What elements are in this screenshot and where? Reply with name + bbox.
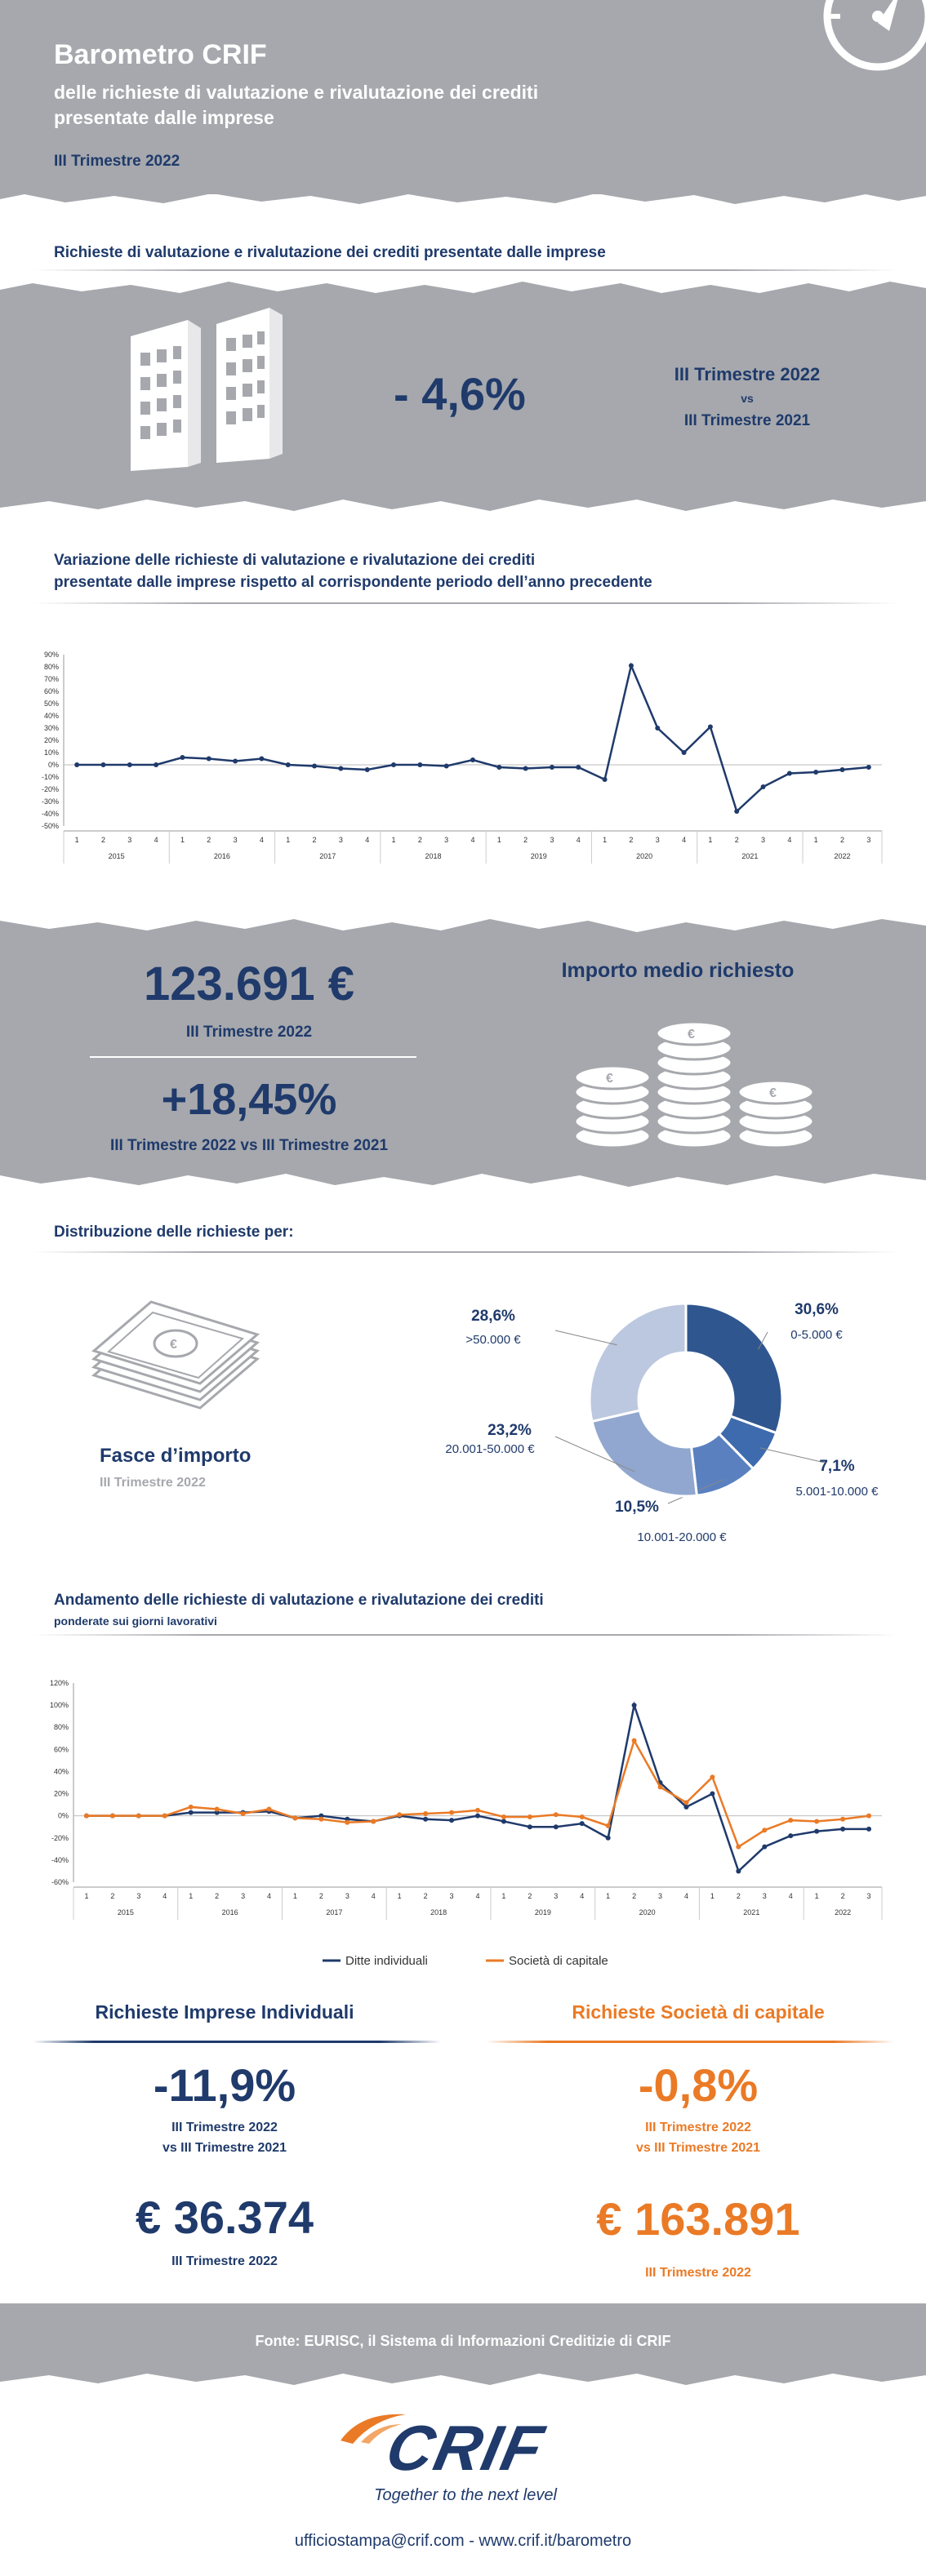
section4-title: Distribuzione delle richieste per:	[54, 1224, 294, 1241]
y-tick-label: 60%	[43, 687, 59, 695]
data-point	[449, 1810, 454, 1815]
contact-links[interactable]: ufficiostampa@crif.com - www.crif.it/barometro	[294, 2532, 632, 2550]
data-point	[683, 1800, 688, 1805]
year-label: 2017	[319, 852, 336, 860]
data-point	[866, 1827, 871, 1832]
year-label: 2021	[743, 1908, 760, 1916]
section5-subtitle: ponderate sui giorni lavorativi	[54, 1614, 217, 1628]
data-point	[762, 1845, 767, 1850]
x-tick-label: 4	[682, 836, 687, 844]
data-point	[761, 784, 766, 789]
data-point	[449, 1818, 454, 1823]
avg-amount-period: III Trimestre 2022	[185, 1024, 313, 1041]
fasce-label: Fasce d’importo	[100, 1445, 252, 1467]
banknotes-icon	[86, 1298, 265, 1420]
year-label: 2015	[108, 852, 125, 860]
x-tick-label: 2	[840, 1892, 845, 1900]
y-tick-label: 80%	[53, 1723, 69, 1732]
x-tick-label: 2	[423, 1892, 428, 1900]
x-tick-label: 1	[292, 1892, 297, 1900]
individual-change-value: -11,9%	[153, 2059, 296, 2111]
data-point	[496, 765, 501, 770]
svg-text:€: €	[769, 1086, 777, 1100]
x-tick-label: 1	[603, 836, 608, 844]
x-tick-label: 2	[100, 836, 105, 844]
slice-percent-label: 30,6%	[795, 1301, 839, 1318]
data-point	[286, 762, 291, 767]
data-point	[501, 1819, 506, 1823]
data-point	[371, 1819, 376, 1823]
company-period1: III Trimestre 2022	[645, 2121, 751, 2134]
data-point	[233, 759, 238, 764]
slice-category-label: 20.001-50.000 €	[445, 1442, 535, 1456]
x-tick-label: 3	[241, 1892, 246, 1900]
data-point	[682, 750, 687, 755]
data-point	[100, 762, 105, 767]
data-point	[84, 1814, 89, 1819]
year-label: 2019	[530, 852, 547, 860]
x-tick-label: 3	[127, 836, 132, 844]
x-tick-label: 4	[470, 836, 475, 844]
data-point	[580, 1821, 585, 1826]
x-tick-label: 2	[528, 1892, 532, 1900]
data-point	[215, 1807, 220, 1812]
individual-title: Richieste Imprese Individuali	[95, 2001, 354, 2023]
avg-amount-change: +18,45%	[161, 1075, 337, 1124]
x-tick-label: 3	[233, 836, 238, 844]
data-point	[606, 1836, 611, 1841]
data-point	[292, 1815, 297, 1820]
y-tick-label: 10%	[43, 748, 59, 757]
x-tick-label: 1	[180, 836, 185, 844]
year-label: 2022	[835, 1908, 852, 1916]
avg-amount-label: Importo medio richiesto	[561, 959, 795, 982]
data-point	[501, 1814, 506, 1819]
data-point	[241, 1811, 246, 1816]
variation-line-chart	[33, 630, 898, 883]
individual-amount-period: III Trimestre 2022	[171, 2254, 278, 2268]
data-point	[840, 1827, 845, 1832]
svg-text:€: €	[606, 1072, 613, 1086]
series-line	[87, 1740, 869, 1846]
x-tick-label: 2	[734, 836, 739, 844]
data-point	[550, 765, 554, 770]
x-tick-label: 3	[444, 836, 449, 844]
svg-text:€: €	[170, 1338, 177, 1352]
x-tick-label: 3	[345, 1892, 349, 1900]
year-label: 2016	[213, 852, 230, 860]
x-tick-label: 2	[632, 1892, 637, 1900]
data-point	[788, 1818, 793, 1823]
company-amount: € 163.891	[596, 2193, 800, 2245]
x-tick-label: 2	[840, 836, 845, 844]
data-point	[629, 664, 634, 668]
donut-slice	[686, 1304, 782, 1433]
x-tick-label: 2	[312, 836, 317, 844]
section2-title-line1: Variazione delle richieste di valutazione e rivalutazione dei crediti	[54, 552, 536, 569]
kpi-change-value: - 4,6%	[394, 368, 526, 420]
crif-logo[interactable]: CRIF	[380, 2412, 551, 2484]
data-point	[312, 764, 317, 769]
data-point	[470, 757, 475, 762]
data-point	[632, 1738, 637, 1743]
year-label: 2016	[221, 1908, 238, 1916]
data-point	[606, 1823, 611, 1828]
data-point	[397, 1812, 402, 1817]
kpi-compare-line2: III Trimestre 2021	[683, 412, 811, 429]
x-tick-label: 3	[866, 836, 871, 844]
data-point	[523, 766, 528, 771]
legend-label: Società di capitale	[509, 1954, 608, 1968]
x-tick-label: 3	[866, 1892, 871, 1900]
data-point	[444, 764, 449, 769]
compass-icon	[821, 0, 926, 82]
torn-edge	[0, 493, 926, 517]
x-tick-label: 2	[523, 836, 528, 844]
section1-title: Richieste di valutazione e rivalutazione dei crediti presentate dalle imprese	[54, 244, 606, 261]
x-tick-label: 3	[554, 1892, 559, 1900]
series-line	[77, 666, 869, 812]
data-point	[267, 1807, 272, 1812]
year-label: 2020	[639, 1908, 656, 1916]
slice-category-label: 10.001-20.000 €	[637, 1530, 727, 1544]
x-tick-label: 4	[788, 1892, 793, 1900]
data-point	[110, 1814, 115, 1819]
data-point	[708, 725, 713, 730]
data-point	[423, 1817, 428, 1822]
data-point	[736, 1845, 741, 1850]
page-period: III Trimestre 2022	[54, 153, 180, 170]
data-point	[814, 1819, 819, 1823]
x-tick-label: 3	[338, 836, 343, 844]
data-point	[259, 757, 264, 762]
x-tick-label: 1	[391, 836, 396, 844]
company-title: Richieste Società di capitale	[572, 2001, 825, 2023]
data-point	[528, 1824, 532, 1829]
data-point	[189, 1810, 194, 1815]
y-tick-label: 40%	[43, 712, 59, 720]
data-point	[710, 1792, 715, 1797]
y-tick-label: -40%	[51, 1855, 69, 1864]
slice-category-label: >50.000 €	[465, 1333, 521, 1347]
data-point	[136, 1814, 141, 1819]
leader-line	[555, 1330, 617, 1345]
x-tick-label: 3	[449, 1892, 454, 1900]
y-tick-label: 0%	[57, 1811, 69, 1820]
section5-title: Andamento delle richieste di valutazione e rivalutazione dei crediti	[54, 1592, 544, 1609]
x-tick-label: 2	[318, 1892, 323, 1900]
y-tick-label: -40%	[41, 810, 59, 818]
donut-slice	[592, 1410, 697, 1496]
data-point	[365, 767, 370, 772]
kpi-compare-line1: III Trimestre 2022	[674, 364, 821, 384]
slice-percent-label: 28,6%	[471, 1308, 515, 1325]
slice-category-label: 5.001-10.000 €	[795, 1485, 879, 1499]
data-point	[475, 1814, 480, 1819]
x-tick-label: 1	[397, 1892, 402, 1900]
data-point	[338, 766, 343, 771]
y-tick-label: -20%	[51, 1833, 69, 1842]
divider	[486, 2041, 894, 2043]
x-tick-label: 4	[475, 1892, 480, 1900]
legend-label: Ditte individuali	[345, 1954, 428, 1968]
data-point	[813, 770, 818, 775]
series-line	[87, 1705, 869, 1871]
data-point	[840, 1817, 845, 1822]
x-tick-label: 1	[74, 836, 79, 844]
y-tick-label: -10%	[41, 773, 59, 781]
page-subtitle-line2: presentate dalle imprese	[54, 107, 274, 128]
x-tick-label: 4	[162, 1892, 167, 1900]
data-point	[318, 1817, 323, 1822]
y-tick-label: 120%	[49, 1679, 69, 1687]
slice-category-label: 0-5.000 €	[790, 1328, 843, 1342]
divider	[90, 1056, 416, 1058]
x-tick-label: 4	[576, 836, 581, 844]
divider	[33, 602, 898, 604]
x-tick-label: 1	[286, 836, 291, 844]
data-point	[787, 771, 792, 776]
divider	[33, 1634, 898, 1636]
data-point	[658, 1784, 663, 1789]
y-tick-label: 40%	[53, 1767, 69, 1776]
data-point	[207, 757, 211, 762]
x-tick-label: 1	[813, 836, 818, 844]
x-tick-label: 4	[267, 1892, 272, 1900]
x-tick-label: 1	[84, 1892, 89, 1900]
torn-edge	[0, 1169, 926, 1193]
company-change-value: -0,8%	[638, 2059, 759, 2111]
year-label: 2018	[425, 852, 442, 860]
divider	[33, 1251, 898, 1253]
year-label: 2017	[326, 1908, 343, 1916]
y-tick-label: -30%	[41, 797, 59, 806]
individual-amount: € 36.374	[136, 2192, 314, 2243]
data-point	[603, 777, 608, 782]
data-point	[632, 1703, 637, 1708]
x-tick-label: 2	[736, 1892, 741, 1900]
y-tick-label: 90%	[43, 651, 59, 659]
data-point	[423, 1811, 428, 1816]
x-tick-label: 1	[501, 1892, 506, 1900]
slice-percent-label: 23,2%	[487, 1422, 532, 1439]
data-point	[127, 762, 132, 767]
y-tick-label: 30%	[43, 724, 59, 732]
slice-percent-label: 7,1%	[819, 1458, 855, 1475]
year-label: 2019	[534, 1908, 551, 1916]
y-tick-label: 20%	[53, 1789, 69, 1798]
year-label: 2022	[834, 852, 851, 860]
torn-edge	[0, 2369, 926, 2393]
page-subtitle-line1: delle richieste di valutazione e rivalutazione dei crediti	[54, 82, 539, 103]
x-tick-label: 3	[761, 836, 766, 844]
data-point	[762, 1828, 767, 1832]
leader-line	[760, 1448, 825, 1463]
crif-tagline: Together to the next level	[374, 2486, 557, 2504]
x-tick-label: 2	[110, 1892, 115, 1900]
section2-title-line2: presentate dalle imprese rispetto al corrispondente periodo dell’anno precedente	[54, 574, 652, 591]
year-label: 2020	[636, 852, 653, 860]
x-tick-label: 4	[787, 836, 792, 844]
data-point	[655, 726, 660, 731]
x-tick-label: 2	[629, 836, 634, 844]
x-tick-label: 3	[762, 1892, 767, 1900]
x-tick-label: 4	[371, 1892, 376, 1900]
torn-edge	[0, 273, 926, 298]
data-point	[162, 1814, 167, 1819]
x-tick-label: 4	[580, 1892, 585, 1900]
fasce-period: III Trimestre 2022	[100, 1476, 206, 1490]
data-point	[576, 765, 581, 770]
y-tick-label: 70%	[43, 675, 59, 683]
x-tick-label: 4	[365, 836, 370, 844]
y-tick-label: 50%	[43, 700, 59, 708]
data-point	[417, 762, 422, 767]
x-tick-label: 1	[708, 836, 713, 844]
individual-period2: vs III Trimestre 2021	[162, 2141, 287, 2155]
slice-percent-label: 10,5%	[615, 1499, 659, 1516]
coins-icon	[572, 1014, 817, 1153]
weighted-trend-line-chart	[33, 1675, 898, 1985]
data-point	[866, 765, 871, 770]
company-period2: vs III Trimestre 2021	[635, 2141, 761, 2155]
x-tick-label: 2	[215, 1892, 220, 1900]
data-point	[74, 762, 79, 767]
y-tick-label: -20%	[41, 785, 59, 793]
torn-edge	[0, 189, 926, 214]
divider	[33, 2041, 441, 2043]
y-tick-label: 20%	[43, 736, 59, 744]
y-tick-label: -50%	[41, 822, 59, 830]
y-tick-label: 80%	[43, 663, 59, 671]
year-label: 2015	[117, 1908, 134, 1916]
data-point	[866, 1814, 871, 1819]
x-tick-label: 3	[658, 1892, 663, 1900]
torn-edge	[0, 913, 926, 937]
data-point	[554, 1812, 559, 1817]
svg-text:€: €	[688, 1028, 695, 1042]
year-label: 2018	[430, 1908, 447, 1916]
page-title: Barometro CRIF	[54, 39, 267, 70]
kpi-compare-vs: vs	[741, 392, 754, 405]
data-point	[528, 1814, 532, 1819]
data-point	[154, 762, 158, 767]
x-tick-label: 4	[259, 836, 264, 844]
data-point	[734, 809, 739, 814]
x-tick-label: 3	[655, 836, 660, 844]
data-point	[840, 767, 845, 772]
distribution-donut-chart	[441, 1281, 915, 1559]
x-tick-label: 2	[417, 836, 422, 844]
data-point	[475, 1808, 480, 1813]
x-tick-label: 1	[606, 1892, 611, 1900]
donut-slice	[590, 1304, 686, 1421]
data-point	[391, 762, 396, 767]
data-point	[554, 1824, 559, 1829]
buildings-icon	[122, 304, 294, 479]
data-point	[345, 1820, 349, 1825]
x-tick-label: 3	[136, 1892, 141, 1900]
x-tick-label: 4	[683, 1892, 688, 1900]
y-tick-label: 100%	[49, 1701, 69, 1710]
y-tick-label: 60%	[53, 1745, 69, 1754]
individual-period1: III Trimestre 2022	[171, 2121, 278, 2134]
company-amount-period: III Trimestre 2022	[645, 2266, 751, 2280]
data-point	[683, 1805, 688, 1810]
x-tick-label: 1	[189, 1892, 194, 1900]
x-tick-label: 3	[550, 836, 554, 844]
data-point	[814, 1829, 819, 1834]
data-point	[580, 1814, 585, 1819]
data-point	[710, 1774, 715, 1779]
y-tick-label: 0%	[47, 761, 59, 769]
divider	[33, 269, 898, 271]
y-tick-label: -60%	[51, 1878, 69, 1886]
x-tick-label: 2	[207, 836, 211, 844]
data-point	[788, 1833, 793, 1838]
x-tick-label: 4	[154, 836, 158, 844]
year-label: 2021	[741, 852, 759, 860]
data-point	[736, 1868, 741, 1873]
source-text: Fonte: EURISC, il Sistema di Informazioni Creditizie di CRIF	[255, 2333, 671, 2349]
data-point	[180, 755, 185, 760]
x-tick-label: 1	[814, 1892, 819, 1900]
data-point	[189, 1805, 194, 1810]
x-tick-label: 1	[710, 1892, 715, 1900]
avg-amount-value: 123.691 €	[143, 957, 355, 1010]
x-tick-label: 1	[496, 836, 501, 844]
avg-amount-change-period: III Trimestre 2022 vs III Trimestre 2021	[109, 1137, 389, 1154]
